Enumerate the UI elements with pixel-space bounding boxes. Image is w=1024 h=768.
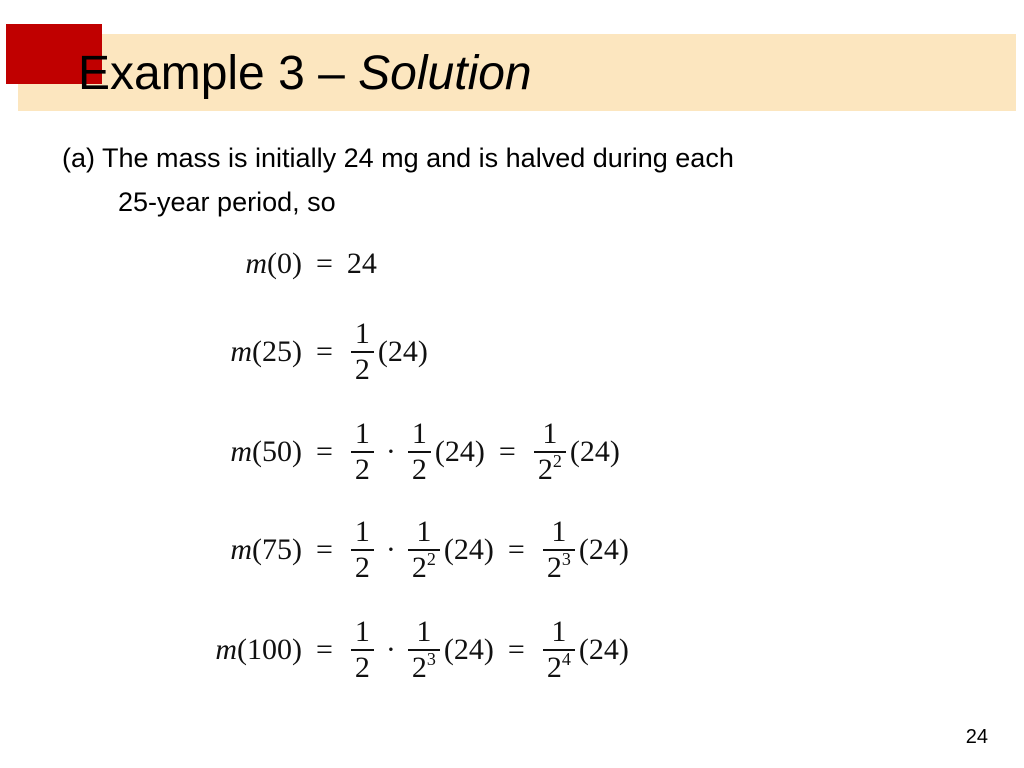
multiply-dot: · [385,435,396,468]
equation-row-100 [0,610,629,690]
fraction: $\frac{1}{2}$ [351,417,374,487]
fraction: $\frac{1}{2}$ [351,317,374,387]
fraction: $\frac{1}{2^3}$ [408,615,440,685]
factor: (24) [443,533,494,566]
title-italic: Solution [358,47,532,100]
fraction: $\frac{1}{2}$ [351,515,374,585]
equation-row-0 [0,224,377,304]
fraction: $\frac{1}{2}$ [351,615,374,685]
equation-row-25 [0,312,428,392]
equation-lhs: m(0) [245,247,302,280]
body-text [62,136,962,224]
equation-row-50 [0,412,620,492]
equals-sign: = [316,533,333,566]
equals-sign: = [316,633,333,666]
equals-sign: = [316,435,333,468]
fraction: $\frac{1}{2^4}$ [543,615,575,685]
equation-lhs: m(75) [230,533,302,566]
equals-sign: = [507,533,525,566]
fraction: $\frac{1}{2}$ [408,417,431,487]
body-line-2: 25-year period, so [118,187,336,217]
factor: (24) [434,435,485,468]
equation-lhs: m(50) [230,435,302,468]
equation-lhs: m(100) [215,633,302,666]
factor: (24) [569,435,620,468]
multiply-dot: · [385,633,396,666]
fraction: $\frac{1}{2^3}$ [543,515,575,585]
equation-lhs: m(25) [230,335,302,368]
page-number: 24 [965,726,988,748]
fraction: $\frac{1}{2^2}$ [534,417,566,487]
equals-sign: = [316,247,333,280]
multiply-dot: · [385,533,396,566]
factor: (24) [377,335,428,368]
equals-sign: = [498,435,516,468]
body-line-1: (a) The mass is initially 24 mg and is halved during each [62,143,734,173]
equation-value: 24 [346,247,377,280]
equation-row-75 [0,510,629,590]
factor: (24) [578,533,629,566]
equals-sign: = [507,633,525,666]
equals-sign: = [316,335,333,368]
factor: (24) [443,633,494,666]
fraction: $\frac{1}{2^2}$ [408,515,440,585]
title-main: Example 3 – [78,47,359,100]
slide-title [78,42,532,106]
factor: (24) [578,633,629,666]
